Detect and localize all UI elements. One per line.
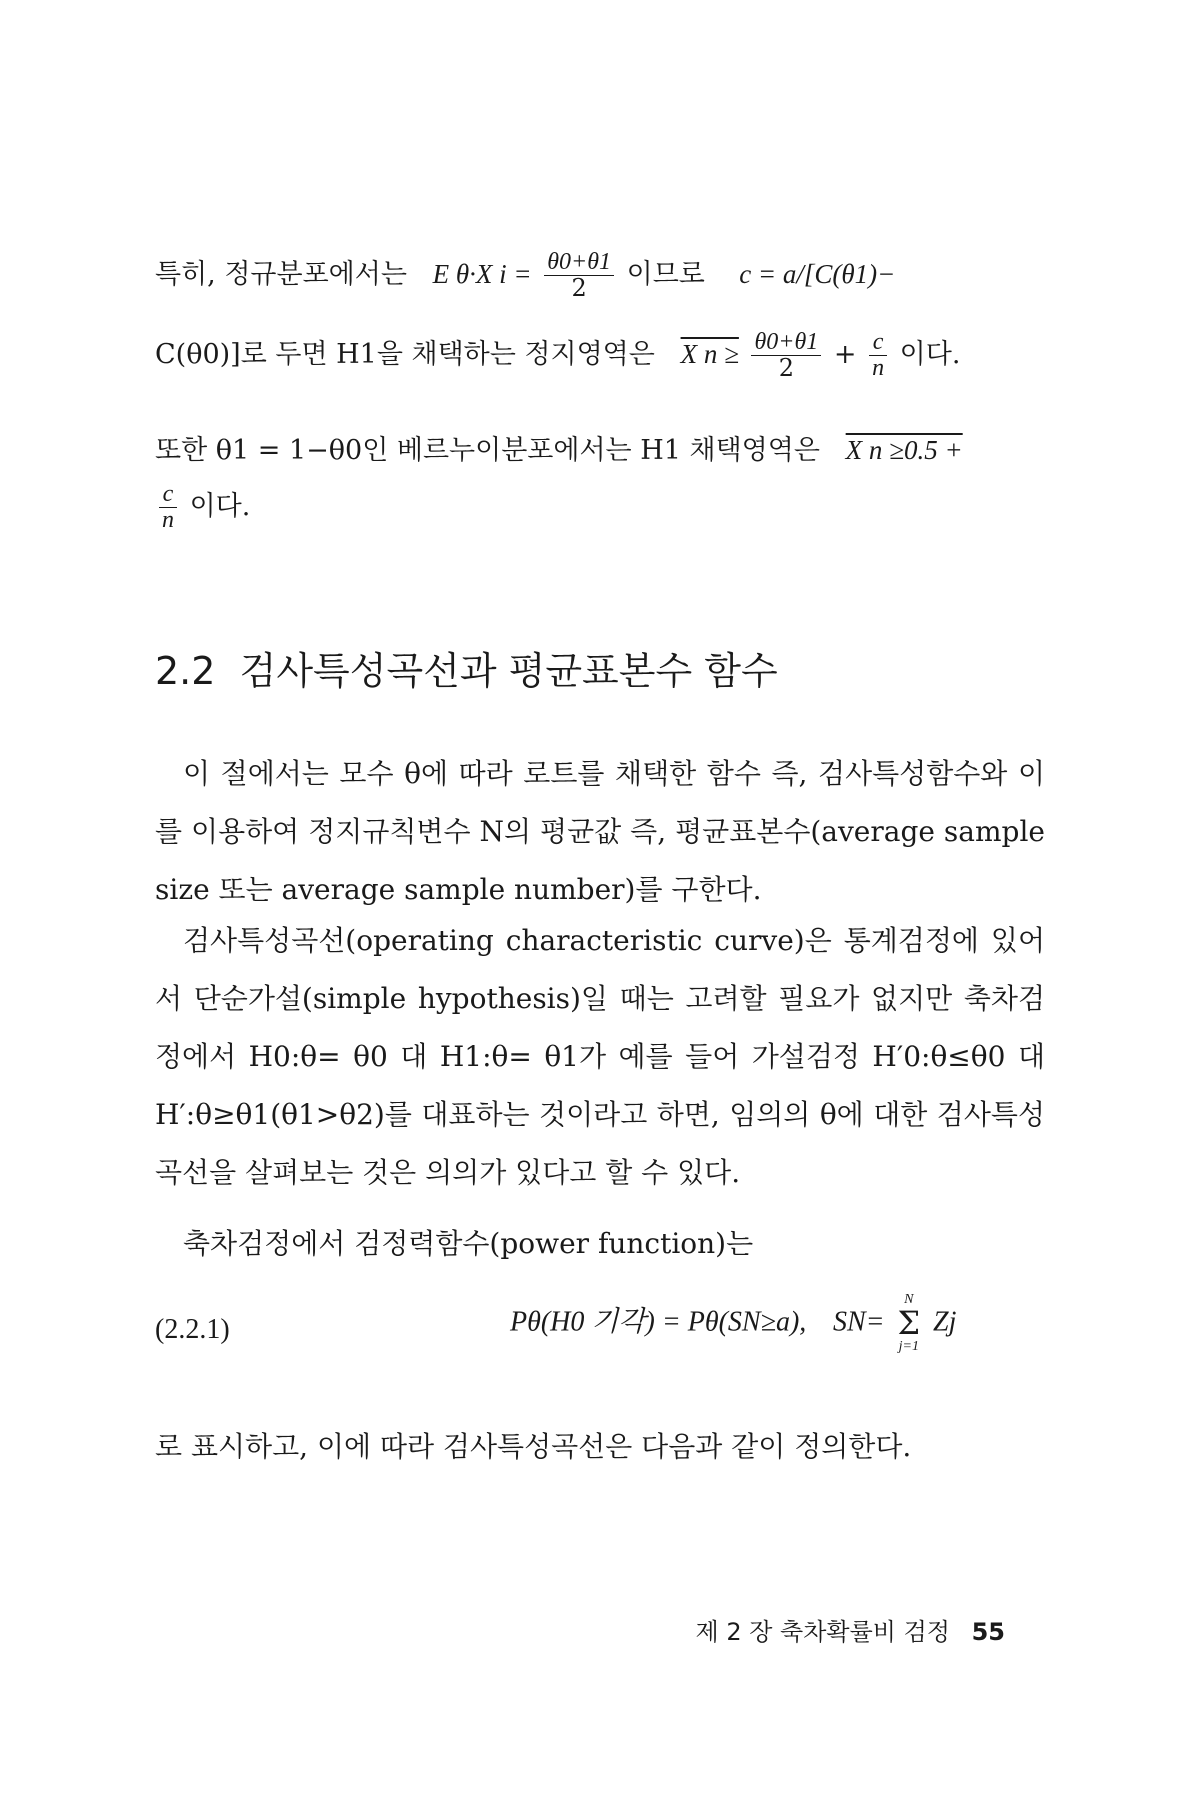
top-line2-end: 이다.	[899, 339, 961, 371]
paragraph-2: 검사특성곡선(operating characteristic curve)은 통계검정에 있어서 단순가설(simple hypothesis)일 때는 고려할 필요가 없지만 축차검정에서 H0:θ= θ0 대 H1:θ= θ1가 예를 들어 가설검정 H′0:θ≤θ0 대 H′:θ≥θ1(θ1>θ2)를 대표하는 것이라고 하면, 임의의 θ에 대한 검사특성곡선을 살펴보는 것은 의의가 있다고 할 수 있다.	[155, 924, 1045, 1189]
summation-lower: j=1	[898, 1339, 919, 1354]
summation-symbol	[897, 1292, 920, 1354]
top-line-2	[155, 330, 1045, 381]
top-line-4	[155, 482, 1045, 533]
equation-right: SN=	[832, 1306, 885, 1338]
fraction-numerator: c	[159, 482, 177, 508]
top-line1-text: 특히, 정규분포에서는	[155, 259, 407, 291]
section-heading	[155, 640, 778, 695]
fraction-c-over-n-2	[159, 482, 177, 533]
top-line3-text: 또한 θ1 = 1−θ0인 베르누이분포에서는 H1 채택영역은	[155, 435, 820, 466]
plus-sign: +	[833, 339, 857, 371]
sigma-icon: Σ	[897, 1304, 921, 1342]
fraction-c-over-n	[869, 330, 887, 381]
equation-number: (2.2.1)	[155, 1314, 230, 1345]
fraction-theta-sum-2	[751, 330, 821, 381]
page-footer	[696, 1612, 1006, 1647]
equation-body	[510, 1292, 956, 1354]
footer-chapter: 제 2 장 축차확률비 검정	[695, 1618, 950, 1646]
fraction-theta-sum	[544, 250, 614, 301]
summation-upper: N	[904, 1292, 914, 1307]
top-line1-conj: 이므로	[626, 259, 705, 291]
paragraph-3: 축차검정에서 검정력함수(power function)는	[183, 1227, 754, 1260]
top-line-1	[155, 250, 1045, 301]
top-line4-end: 이다.	[189, 491, 251, 523]
top-line-3	[155, 428, 1045, 467]
fraction-denominator: n	[162, 507, 174, 534]
fraction-denominator: 2	[571, 274, 587, 303]
section-number: 2.2	[155, 649, 216, 693]
paragraph-1: 이 절에서는 모수 θ에 따라 로트를 채택한 함수 즉, 검사특성함수와 이를 이용하여 정지규칙변수 N의 평균값 즉, 평균표본수(average sample size 또는 average sample number)를 구한다.	[155, 757, 1045, 906]
equation-left: Pθ(H0 기각) = Pθ(SN≥a),	[510, 1306, 807, 1338]
section-title: 검사특성곡선과 평균표본수 함수	[239, 649, 778, 693]
fraction-numerator: θ0+θ1	[544, 250, 614, 276]
top-line2-expr: X n ≥	[680, 339, 739, 370]
fraction-numerator: c	[869, 330, 887, 356]
paragraph-4: 로 표시하고, 이에 따라 검사특성곡선은 다음과 같이 정의한다.	[155, 1430, 912, 1463]
equation-2-2-1	[155, 1292, 1045, 1372]
top-line1-c-expr: c = a/[C(θ1)−	[739, 259, 896, 290]
page-number: 55	[971, 1618, 1005, 1646]
fraction-denominator: 2	[778, 354, 795, 383]
top-line2-text: C(θ0)]로 두면 H1을 채택하는 정지영역은	[155, 339, 655, 371]
summation-term: Zj	[933, 1306, 957, 1338]
fraction-numerator: θ0+θ1	[751, 330, 821, 356]
top-line1-expr: E θ·X i =	[432, 259, 532, 290]
top-line3-expr: X n ≥0.5 +	[845, 435, 963, 465]
fraction-denominator: n	[872, 355, 885, 382]
